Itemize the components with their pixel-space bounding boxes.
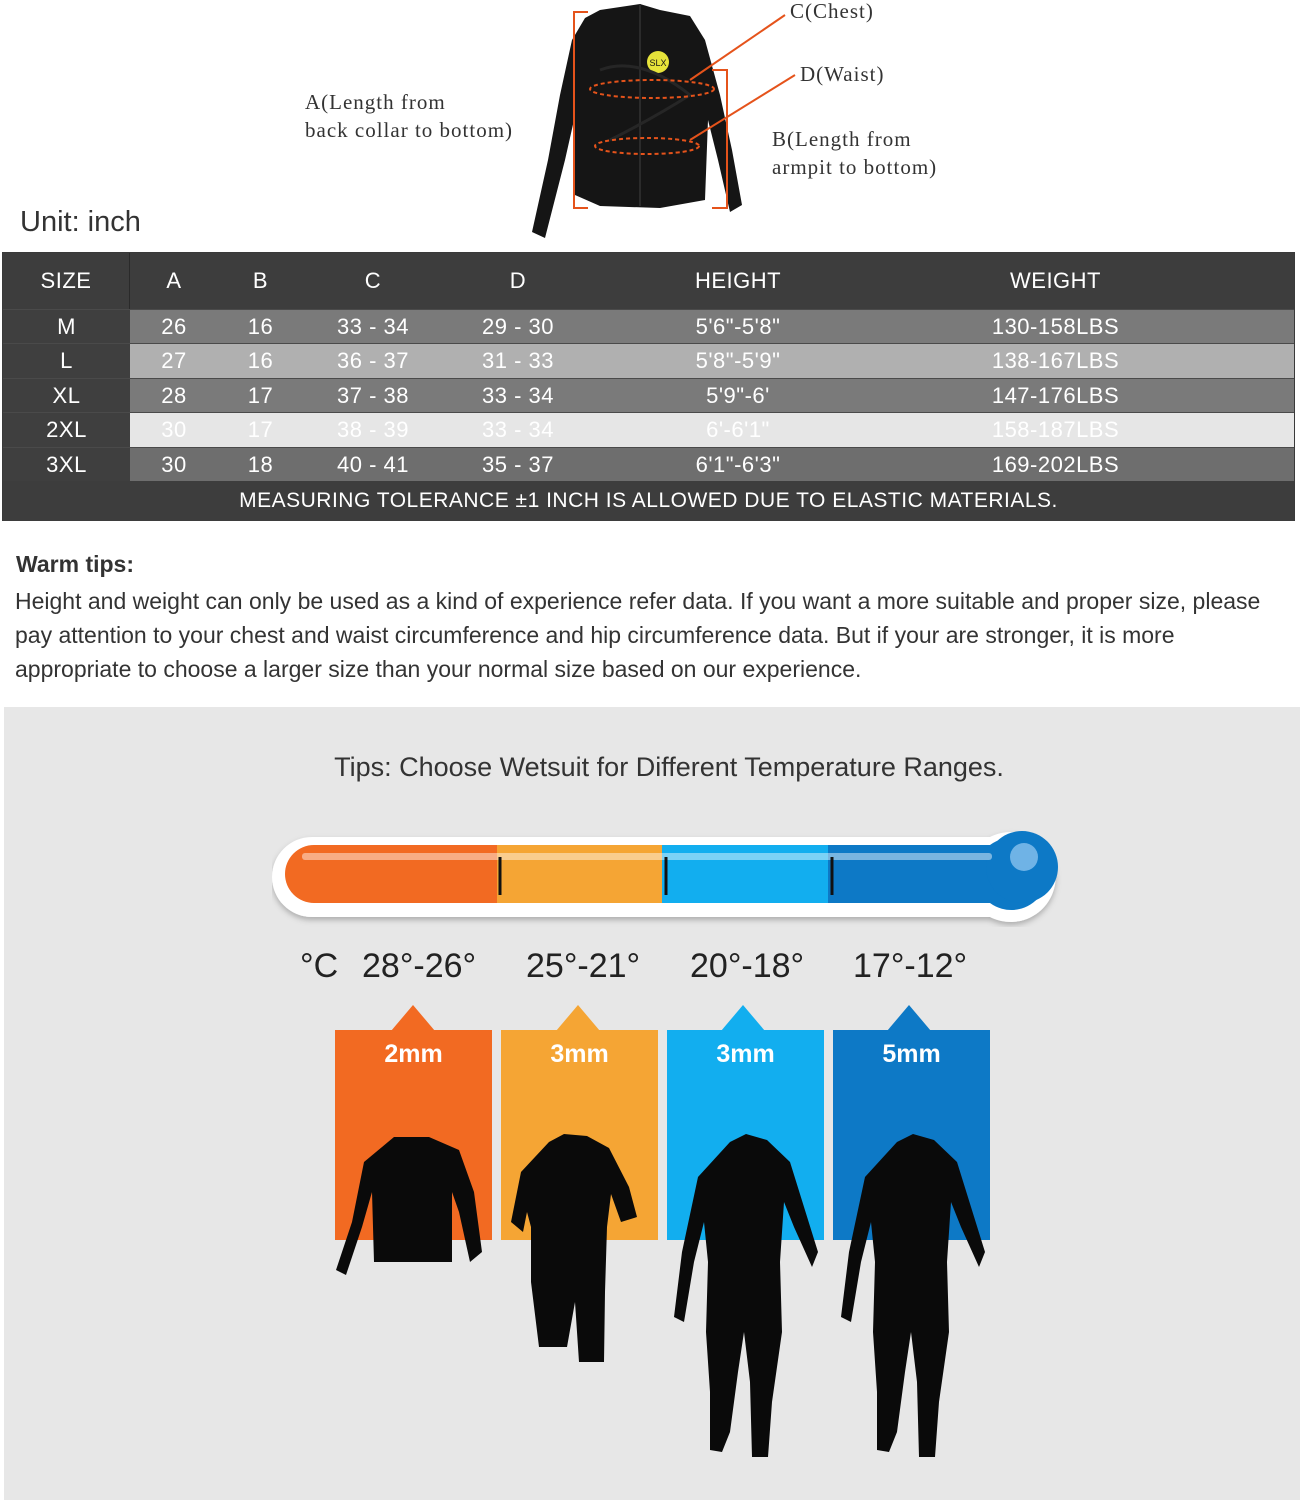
table-row [3, 379, 1294, 412]
table-header-row [3, 253, 1294, 309]
length-b-label-line1: B(Length from [772, 127, 912, 151]
table-row [3, 344, 1294, 378]
header-height: HEIGHT [694, 268, 782, 293]
size-cell: XL [3, 379, 130, 412]
chest-label: C(Chest) [790, 0, 874, 23]
a-cell: 26 [161, 313, 187, 339]
header-b: B [252, 268, 269, 293]
length-a-label-line2: back collar to bottom) [305, 118, 514, 142]
height-cell: 5'9"-6' [706, 382, 770, 408]
d-cell: 33 - 34 [482, 417, 554, 442]
table-row [3, 310, 1294, 343]
c-cell: 40 - 41 [337, 451, 409, 477]
a-cell: 28 [161, 382, 187, 408]
unit-label: Unit: inch [20, 206, 141, 238]
height-cell: 5'6"-5'8" [695, 313, 781, 339]
c-cell: 36 - 37 [337, 348, 409, 373]
shorty-wetsuit-icon [509, 1132, 639, 1372]
arrow-up-icon [391, 1005, 435, 1031]
tolerance-note: MEASURING TOLERANCE ±1 INCH IS ALLOWED DUE TO ELASTIC MATERIALS. [239, 489, 1058, 512]
c-cell: 38 - 39 [337, 417, 409, 442]
d-cell: 29 - 30 [482, 313, 554, 339]
b-cell: 17 [247, 382, 274, 408]
a-cell: 27 [161, 348, 187, 373]
arrow-up-icon [556, 1005, 600, 1031]
a-cell: 30 [161, 417, 187, 442]
b-cell: 16 [247, 313, 274, 339]
header-c: C [364, 268, 382, 293]
size-cell: M [3, 310, 130, 343]
wetsuit-jacket-icon [532, 4, 742, 238]
thickness-label: 5mm [882, 1040, 941, 1068]
b-cell: 16 [247, 348, 274, 373]
length-a-label-line1: A(Length from [305, 90, 446, 114]
thermometer-icon [272, 817, 1072, 927]
b-cell: 18 [247, 451, 274, 477]
jacket-diagram [0, 0, 1302, 250]
height-cell: 6'-6'1" [706, 417, 770, 442]
temp-range-label: 25°-21° [526, 947, 641, 985]
weight-cell: 169-202LBS [991, 451, 1120, 477]
measurement-diagram [0, 0, 1302, 250]
thickness-label: 3mm [716, 1040, 775, 1068]
full-wetsuit-icon [672, 1132, 822, 1462]
weight-cell: 130-158LBS [991, 313, 1120, 339]
temperature-guide-panel [4, 707, 1300, 1500]
full-wetsuit-icon [839, 1132, 989, 1462]
header-d: D [509, 268, 527, 293]
header-a: A [166, 268, 182, 293]
weight-cell: 138-167LBS [991, 348, 1120, 373]
table-row [3, 448, 1294, 481]
size-chart-table [2, 252, 1295, 521]
svg-text:SLX: SLX [649, 58, 667, 68]
thickness-label: 2mm [384, 1040, 443, 1068]
weight-cell: 158-187LBS [991, 417, 1120, 442]
tips-title: Warm tips: [16, 551, 134, 577]
temperature-guide-title: Tips: Choose Wetsuit for Different Temperature Ranges. [334, 752, 1004, 782]
height-cell: 6'1"-6'3" [695, 451, 781, 477]
d-cell: 31 - 33 [482, 348, 554, 373]
temp-range-label: 17°-12° [853, 947, 968, 985]
tips-body: Height and weight can only be used as a kind of experience refer data. If you want a more suitable and proper size, please pay attention to your chest and waist circumference and hip circumference data. But if your are stronger, it is more appropriate to choose a larger size than your normal size based on our experience. [15, 588, 1261, 682]
a-cell: 30 [161, 451, 187, 477]
temp-range-label: 28°-26° [362, 947, 477, 985]
tolerance-note-row [3, 481, 1294, 521]
size-cell: 3XL [3, 448, 130, 481]
b-cell: 17 [247, 417, 274, 442]
height-cell: 5'8"-5'9" [695, 348, 781, 373]
c-cell: 37 - 38 [337, 382, 409, 408]
d-cell: 35 - 37 [482, 451, 554, 477]
d-cell: 33 - 34 [482, 382, 554, 408]
long-sleeve-top-icon [334, 1132, 494, 1292]
length-b-label-line2: armpit to bottom) [772, 155, 938, 179]
thickness-label: 3mm [550, 1040, 609, 1068]
arrow-up-icon [721, 1005, 765, 1031]
temp-range-label: 20°-18° [690, 947, 805, 985]
table-row [3, 413, 1294, 447]
c-cell: 33 - 34 [337, 313, 409, 339]
header-size: SIZE [3, 253, 130, 309]
waist-label: D(Waist) [800, 62, 885, 86]
header-weight: WEIGHT [1010, 268, 1101, 293]
size-cell: L [3, 344, 130, 378]
weight-cell: 147-176LBS [991, 382, 1120, 408]
size-cell: 2XL [3, 413, 130, 447]
celsius-unit: °C [300, 947, 339, 985]
arrow-up-icon [887, 1005, 931, 1031]
